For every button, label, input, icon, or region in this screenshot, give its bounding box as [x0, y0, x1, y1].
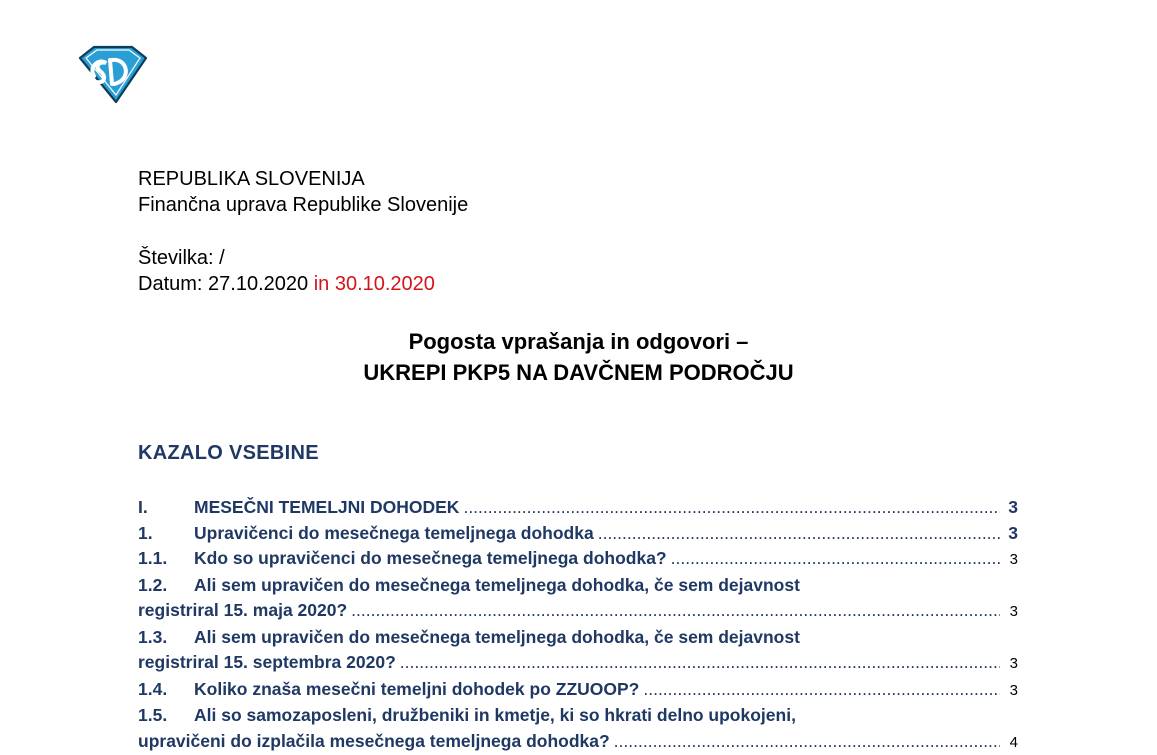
toc-entry-number: 1.5.	[138, 703, 194, 729]
toc-entry-label-continued[interactable]: registriral 15. maja 2020?	[138, 598, 347, 624]
toc-entry-page[interactable]: 3	[1004, 547, 1018, 573]
document-date	[138, 271, 435, 297]
toc-entry-page[interactable]: 4	[1004, 730, 1018, 755]
table-of-contents	[138, 495, 1018, 755]
toc-entry-page[interactable]: 3	[1004, 678, 1018, 704]
toc-entry[interactable]	[138, 703, 1018, 755]
document-meta	[138, 245, 435, 297]
toc-entry[interactable]	[138, 495, 1018, 521]
number-label: Številka:	[138, 247, 219, 269]
toc-entry-number: 1.4.	[138, 677, 194, 703]
document-number	[138, 245, 435, 271]
toc-entry-page[interactable]: 3	[1004, 651, 1018, 677]
toc-entry-label[interactable]: Upravičenci do mesečnega temeljnega dohodka	[194, 521, 594, 547]
title-line-2: UKREPI PKP5 NA DAVČNEM PODROČJU	[0, 357, 1157, 388]
toc-leader-dots	[598, 521, 1000, 547]
header-country: REPUBLIKA SLOVENIJA	[138, 166, 468, 192]
toc-entry-label-continued[interactable]: registriral 15. septembra 2020?	[138, 650, 396, 676]
toc-entry[interactable]	[138, 677, 1018, 704]
toc-leader-dots	[400, 650, 1000, 676]
toc-leader-dots	[463, 495, 1000, 521]
toc-leader-dots	[614, 729, 1000, 755]
toc-leader-dots	[671, 546, 1000, 572]
toc-leader-dots	[643, 677, 1000, 703]
toc-entry-number: I.	[138, 495, 194, 521]
toc-entry-label[interactable]: Kdo so upravičenci do mesečnega temeljnega dohodka?	[194, 546, 667, 572]
toc-entry-label[interactable]: Koliko znaša mesečni temeljni dohodek po ZZUOOP?	[194, 677, 639, 703]
toc-leader-dots	[351, 598, 1000, 624]
toc-entry-page[interactable]: 3	[1004, 495, 1018, 521]
title-line-1: Pogosta vprašanja in odgovori –	[0, 326, 1157, 357]
toc-entry[interactable]	[138, 546, 1018, 573]
toc-entry-number: 1.1.	[138, 546, 194, 572]
number-value: /	[219, 247, 225, 269]
toc-entry-label[interactable]: MESEČNI TEMELJNI DOHODEK	[194, 495, 459, 521]
toc-entry[interactable]	[138, 521, 1018, 547]
toc-entry[interactable]	[138, 573, 1018, 625]
date-extra: in 30.10.2020	[308, 273, 435, 295]
toc-heading: KAZALO VSEBINE	[138, 442, 319, 465]
toc-entry[interactable]	[138, 625, 1018, 677]
toc-entry-page[interactable]: 3	[1004, 521, 1018, 547]
toc-entry-number: 1.2.	[138, 573, 194, 599]
toc-entry-label-continued[interactable]: upravičeni do izplačila mesečnega temeljnega dohodka?	[138, 729, 610, 755]
toc-entry-label[interactable]: Ali sem upravičen do mesečnega temeljnega dohodka, če sem dejavnost	[194, 573, 800, 599]
document-header	[138, 166, 468, 218]
toc-entry-number: 1.3.	[138, 625, 194, 651]
toc-entry-page[interactable]: 3	[1004, 599, 1018, 625]
toc-entry-number: 1.	[138, 521, 194, 547]
header-authority: Finančna uprava Republike Slovenije	[138, 192, 468, 218]
date-label: Datum:	[138, 273, 208, 295]
toc-entry-label[interactable]: Ali so samozaposleni, družbeniki in kmetje, ki so hkrati delno upokojeni,	[194, 703, 796, 729]
date-value: 27.10.2020	[208, 273, 308, 295]
fu-logo-icon	[76, 44, 148, 106]
document-title	[0, 326, 1157, 388]
toc-entry-label[interactable]: Ali sem upravičen do mesečnega temeljnega dohodka, če sem dejavnost	[194, 625, 800, 651]
